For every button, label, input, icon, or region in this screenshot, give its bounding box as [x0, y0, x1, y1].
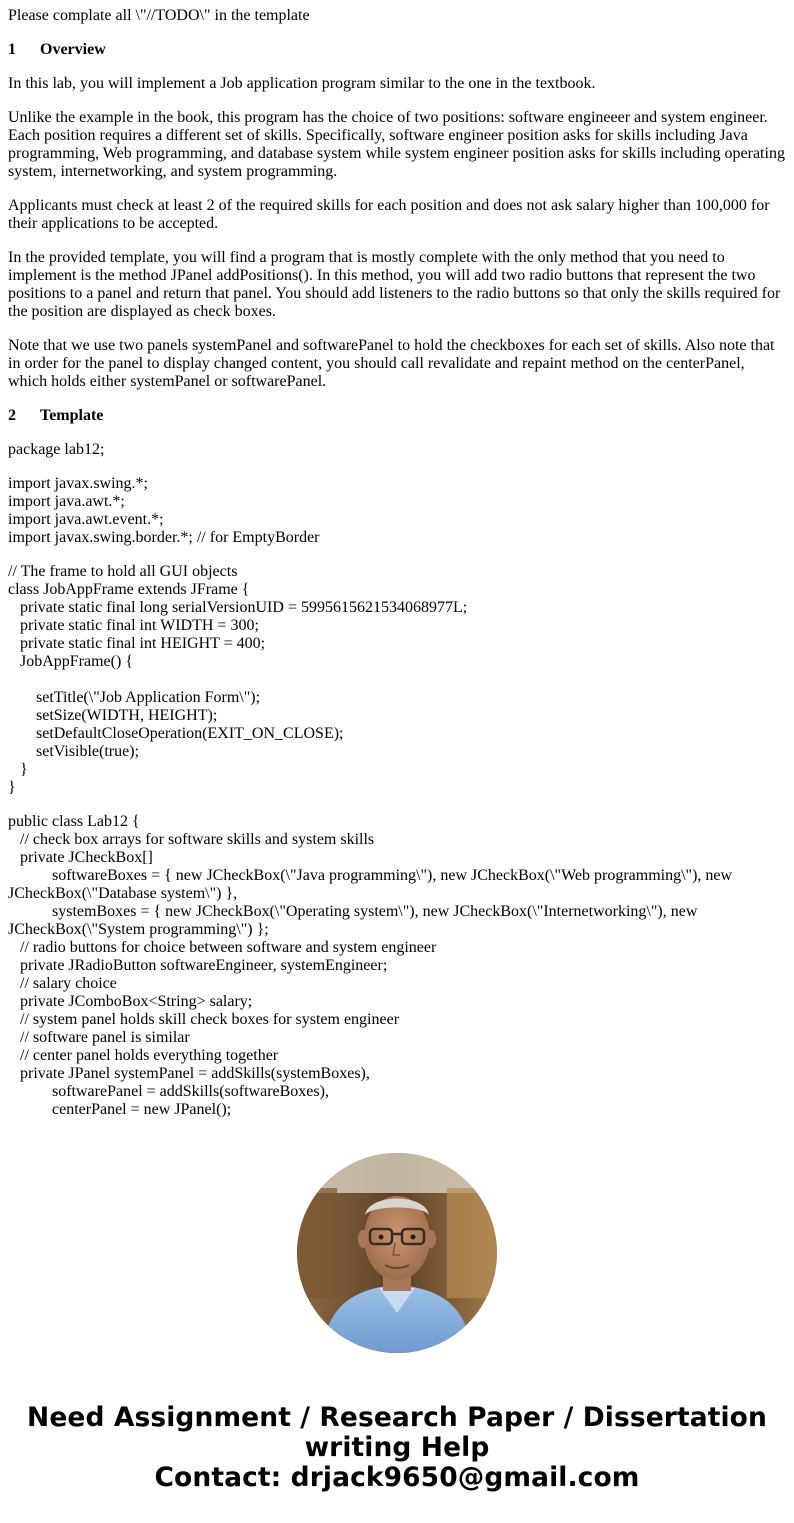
- author-avatar: [297, 1153, 497, 1353]
- code-line: JobAppFrame() {: [20, 653, 133, 670]
- banner-contact-line: Contact: drjack9650@gmail.com: [154, 1462, 640, 1493]
- section-heading-template: [8, 407, 786, 425]
- section-number: 2: [8, 407, 16, 424]
- code-line: private static final long serialVersionUID = 5995615621534068977L;: [20, 599, 468, 616]
- code-line: class JobAppFrame extends JFrame {: [8, 581, 250, 598]
- overview-paragraph: In the provided template, you will find a program that is mostly complete with the only method that you need to implement is the method JPanel addPositions(). In this method, you will add two radio buttons that represent the two positions to a panel and return that panel. You should add listeners to the radio buttons so that only the skills required for the position are displayed as check boxes.: [8, 249, 781, 320]
- code-line: // The frame to hold all GUI objects: [8, 563, 238, 580]
- code-main-class: [8, 813, 786, 1119]
- code-line: JCheckBox(\"Database system\") },: [8, 885, 238, 902]
- banner-line: Need Assignment / Research Paper / Dissertation: [27, 1402, 767, 1433]
- section-heading-overview: [8, 41, 786, 59]
- document-body: [8, 7, 786, 1135]
- code-line: systemBoxes = { new JCheckBox(\"Operating system\"), new JCheckBox(\"Internetworking\"), new: [52, 903, 698, 920]
- code-imports: [8, 475, 786, 547]
- overview-paragraph: Applicants must check at least 2 of the required skills for each position and does not ask salary higher than 100,000 for their applications to be accepted.: [8, 197, 770, 232]
- section-number: 1: [8, 41, 16, 58]
- code-line: import java.awt.*;: [8, 493, 125, 510]
- code-line: [8, 671, 786, 689]
- code-line: private JRadioButton softwareEngineer, systemEngineer;: [20, 957, 388, 974]
- code-line: }: [20, 761, 28, 778]
- code-line: import javax.swing.*;: [8, 475, 148, 492]
- code-line: private JCheckBox[]: [20, 849, 153, 866]
- avatar-portrait-image: [297, 1153, 497, 1353]
- code-line: private JComboBox<String> salary;: [20, 993, 253, 1010]
- code-line: // system panel holds skill check boxes for system engineer: [20, 1011, 400, 1028]
- code-line: centerPanel = new JPanel();: [52, 1101, 232, 1118]
- section-title: Template: [40, 407, 104, 424]
- code-package: [8, 441, 786, 459]
- code-line: package lab12;: [8, 441, 105, 458]
- intro-text: Please complate all \"//TODO\" in the template: [8, 7, 310, 24]
- code-line: // radio buttons for choice between software and system engineer: [20, 939, 437, 956]
- code-frame-class: [8, 563, 786, 797]
- code-line: JCheckBox(\"System programming\") };: [8, 921, 269, 938]
- code-line: import javax.swing.border.*; // for EmptyBorder: [8, 529, 320, 546]
- overview-paragraph: Unlike the example in the book, this program has the choice of two positions: software engineeer and system engineer. Each position requires a different set of skills. Specifically, software engineer position asks for skills including Java programming, Web programming, and database system while system engineer position asks for skills including operating system, internetworking, and system programming.: [8, 109, 785, 180]
- code-line: softwareBoxes = { new JCheckBox(\"Java programming\"), new JCheckBox(\"Web programming\"), new: [52, 867, 733, 884]
- code-line: setDefaultCloseOperation(EXIT_ON_CLOSE);: [36, 725, 344, 742]
- code-line: setVisible(true);: [36, 743, 140, 760]
- overview-paragraph: In this lab, you will implement a Job application program similar to the one in the textbook.: [8, 75, 596, 92]
- code-line: private JPanel systemPanel = addSkills(systemBoxes),: [20, 1065, 370, 1082]
- overview-paragraph: Note that we use two panels systemPanel and softwarePanel to hold the checkboxes for each set of skills. Also note that in order for the panel to display changed content, you should call revalidate and repaint method on the centerPanel, which holds either systemPanel or softwarePanel.: [8, 337, 775, 390]
- code-line: private static final int HEIGHT = 400;: [20, 635, 266, 652]
- code-line: // check box arrays for software skills and system skills: [20, 831, 375, 848]
- code-line: setTitle(\"Job Application Form\");: [36, 689, 261, 706]
- code-line: // center panel holds everything together: [20, 1047, 279, 1064]
- code-line: public class Lab12 {: [8, 813, 140, 830]
- contact-banner: [0, 1403, 794, 1493]
- section-title: Overview: [40, 41, 106, 58]
- code-line: private static final int WIDTH = 300;: [20, 617, 259, 634]
- code-line: // software panel is similar: [20, 1029, 190, 1046]
- code-line: setSize(WIDTH, HEIGHT);: [36, 707, 218, 724]
- code-line: import java.awt.event.*;: [8, 511, 164, 528]
- code-line: }: [8, 779, 16, 796]
- code-line: // salary choice: [20, 975, 117, 992]
- code-line: softwarePanel = addSkills(softwareBoxes),: [52, 1083, 329, 1100]
- banner-line: writing Help: [304, 1432, 490, 1463]
